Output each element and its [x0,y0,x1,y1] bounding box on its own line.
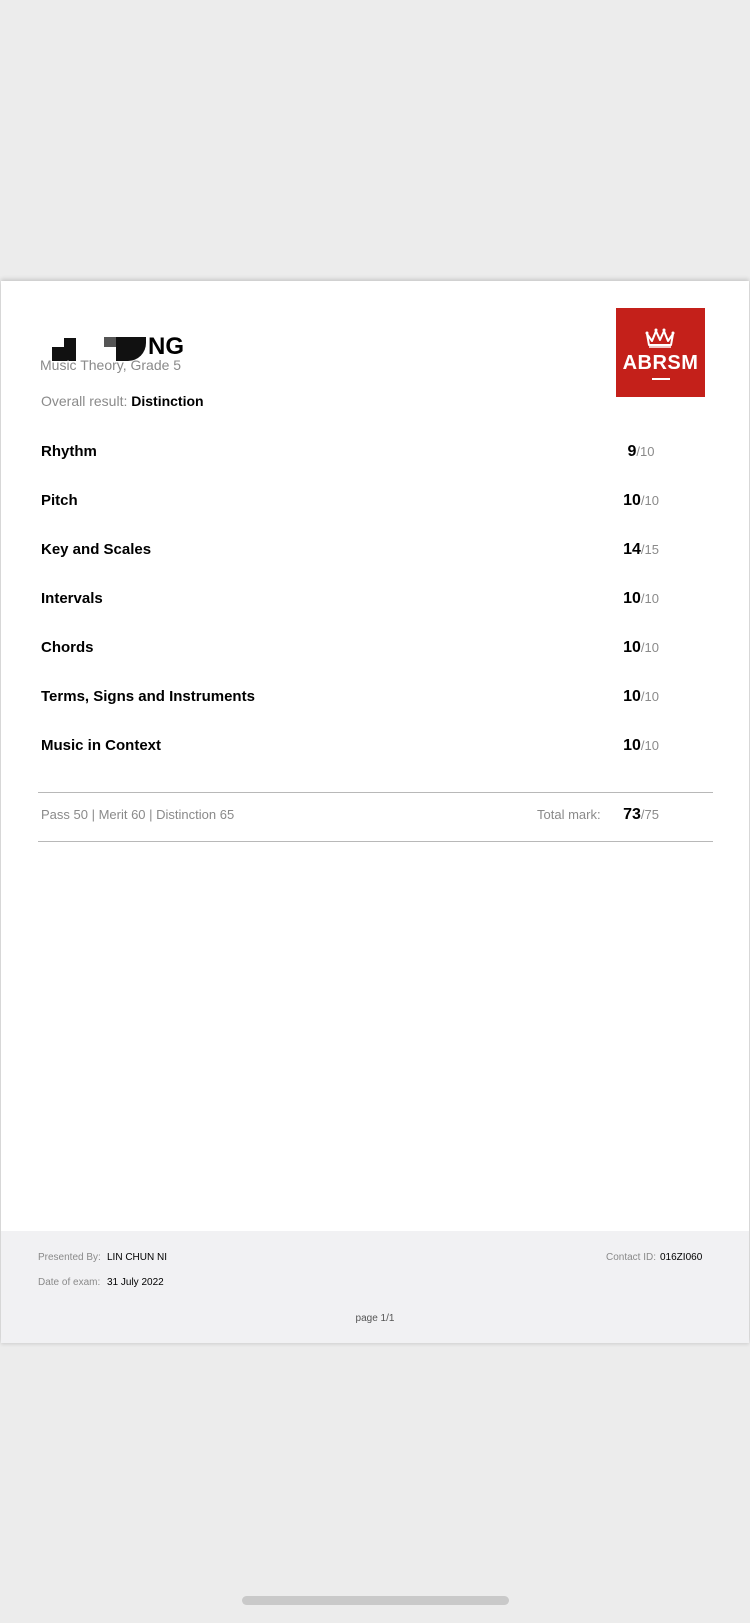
score-value: 9 [627,443,637,460]
page-number: page 1/1 [355,1313,395,1324]
section-label: Pitch [41,492,78,509]
divider [38,841,713,842]
score-value: 14 [623,541,641,558]
section-score [601,639,681,657]
crown-icon [644,326,676,348]
grade-thresholds: Pass 50 | Merit 60 | Distinction 65 [41,807,235,822]
overall-result-label: Overall result: [41,393,128,409]
section-score [601,541,681,559]
logo-text: ABRSM [622,352,699,374]
score-max: /10 [636,444,655,459]
contact-id-value: 016ZI060 [660,1252,703,1263]
section-row [1,590,749,639]
total-score-max: /75 [640,807,659,822]
abrsm-logo [616,308,705,397]
section-label: Terms, Signs and Instruments [41,688,255,705]
section-label: Chords [41,639,94,656]
overall-result-value: Distinction [131,393,204,409]
section-row [1,492,749,541]
total-mark-label: Total mark: [537,807,601,822]
score-value: 10 [623,492,641,509]
score-max: /10 [640,738,659,753]
section-score [601,688,681,706]
score-value: 10 [623,590,641,607]
section-row [1,443,749,492]
section-label: Intervals [41,590,103,607]
logo-underline [652,378,670,380]
home-indicator[interactable] [242,1596,509,1605]
presented-by-value: LIN CHUN NI [107,1252,168,1263]
section-score [601,443,681,461]
score-max: /10 [640,591,659,606]
score-value: 10 [623,688,641,705]
result-page [1,281,749,1343]
candidate-name [40,325,240,359]
section-label: Music in Context [41,737,162,754]
exam-date-label: Date of exam: [38,1277,101,1288]
presented-by-label: Presented By: [38,1252,101,1263]
score-value: 10 [623,639,641,656]
section-list [1,443,749,786]
total-score-value: 73 [623,806,641,823]
section-score [601,590,681,608]
candidate-name-text: NG [148,333,184,360]
contact-id-label: Contact ID: [606,1252,657,1263]
score-max: /15 [640,542,659,557]
section-row [1,688,749,737]
section-row [1,639,749,688]
section-label: Key and Scales [41,541,152,558]
score-max: /10 [640,689,659,704]
divider [38,792,713,793]
section-score [601,737,681,755]
section-row [1,737,749,786]
section-row [1,541,749,590]
section-score [601,492,681,510]
exam-subtitle: Music Theory, Grade 5 [40,357,182,373]
exam-date-value: 31 July 2022 [107,1277,164,1288]
overall-result [41,393,204,409]
section-label: Rhythm [41,443,97,460]
total-mark [601,806,681,824]
score-max: /10 [640,493,659,508]
score-max: /10 [640,640,659,655]
page-footer [1,1231,749,1343]
score-value: 10 [623,737,641,754]
